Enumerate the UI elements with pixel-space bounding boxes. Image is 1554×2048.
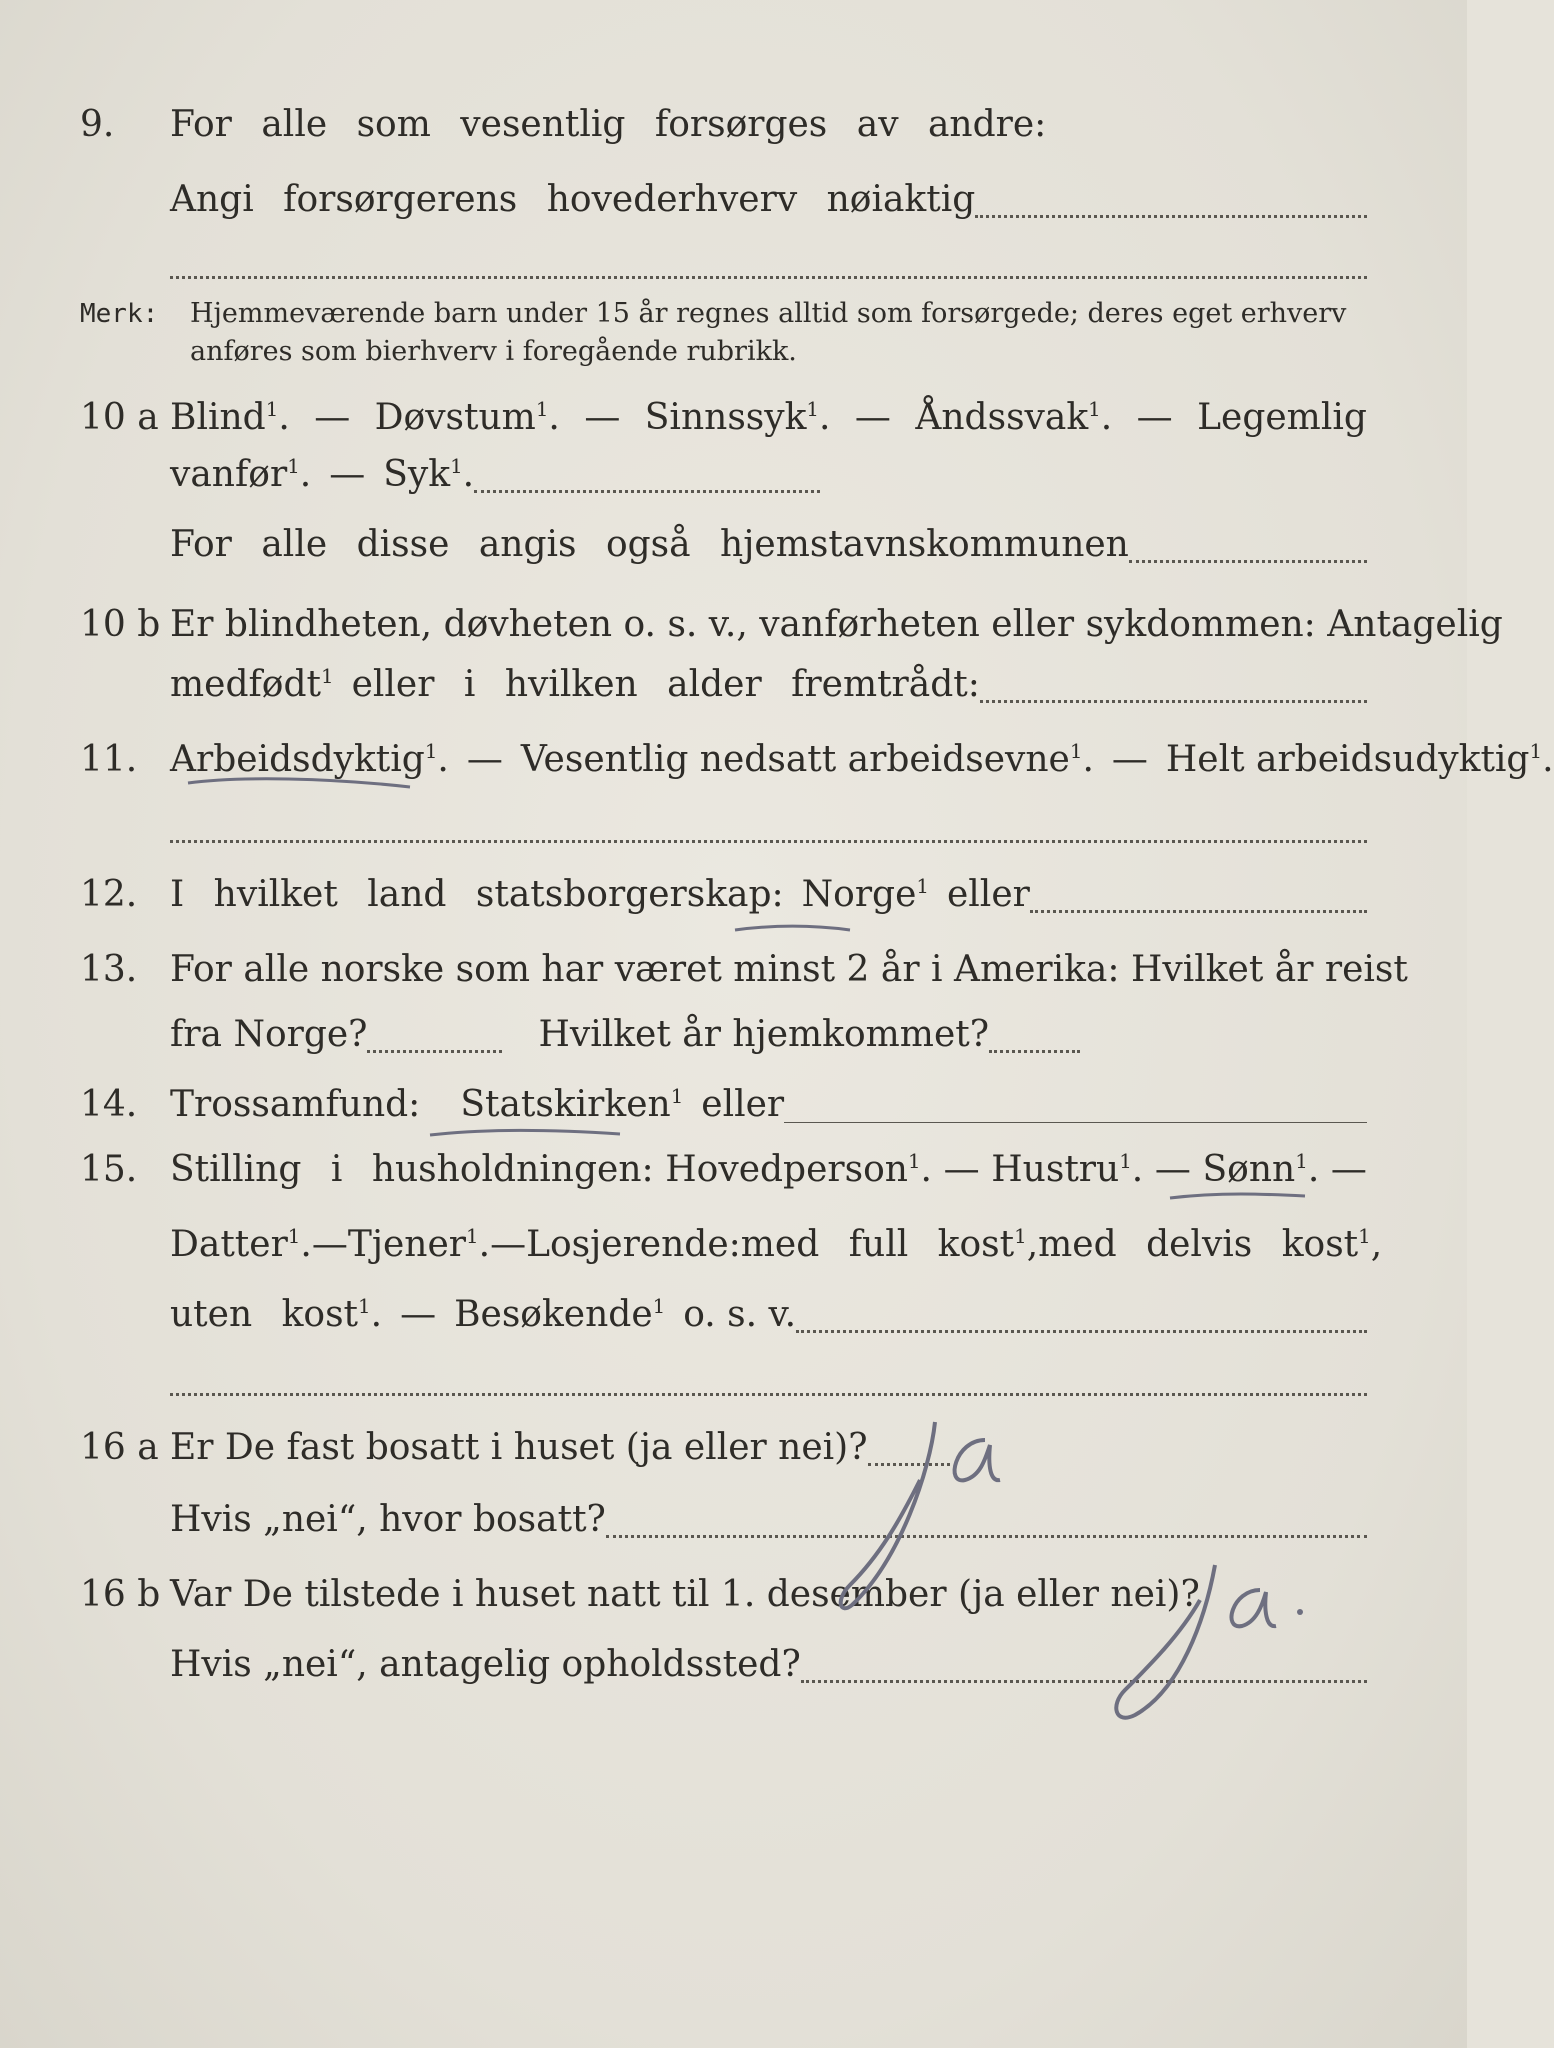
dash: —	[311, 1224, 348, 1265]
opt-arbeidsdyktig[interactable]: Arbeidsdyktig$^1$.	[170, 739, 449, 780]
q13-number: 13.	[80, 949, 138, 990]
q14-number: 14.	[80, 1084, 138, 1125]
handwritten-ja-16a-a	[955, 1440, 1000, 1480]
q16b-line1: Var De tilstede i huset natt til 1. desember (ja eller nei)?	[170, 1574, 1200, 1615]
opt-norge[interactable]: Norge$^1$	[801, 874, 929, 915]
opt-syk[interactable]: Syk$^1$.	[383, 454, 475, 495]
q10a-line3: For alle disse angis også hjemstavnskommunen	[170, 524, 1129, 565]
opt-hustru[interactable]: Hustru$^1$.	[991, 1149, 1144, 1190]
q13-line1: For alle norske som har været minst 2 år i Amerika: Hvilket år reist	[170, 949, 1408, 990]
dash: —	[854, 397, 891, 438]
opt-udyktig[interactable]: Helt arbeidsudyktig$^1$.	[1165, 739, 1554, 780]
dash: —	[1330, 1149, 1367, 1190]
opt-besokende[interactable]: Besøkende$^1$	[454, 1294, 666, 1335]
q10b-line2: eller i hvilken alder fremtrådt:	[351, 664, 980, 705]
dash: —	[943, 1149, 980, 1190]
q16a-number: 16 a	[80, 1427, 159, 1468]
dash: —	[329, 454, 366, 495]
opt-vanfor[interactable]: vanfør$^1$.	[170, 454, 312, 495]
opt-dovstum[interactable]: Døvstum$^1$.	[374, 397, 560, 438]
handwritten-ja-16a	[841, 1422, 935, 1608]
opt-sonn[interactable]: Sønn$^1$.	[1202, 1149, 1320, 1190]
dash: —	[490, 1224, 527, 1265]
q9-number: 9.	[80, 104, 115, 145]
dash: —	[400, 1294, 437, 1335]
q15-number: 15.	[80, 1149, 138, 1190]
opt-uten-kost[interactable]: uten kost$^1$.	[170, 1294, 383, 1335]
q16b-number: 16 b	[80, 1574, 161, 1615]
q10b-line1: Er blindheten, døvheten o. s. v., vanførheten eller sykdommen: Antagelig	[170, 604, 1503, 645]
opt-hovedperson[interactable]: Hovedperson$^1$.	[665, 1149, 932, 1190]
q16b-line2: Hvis „nei“, antagelig opholdssted?	[170, 1644, 801, 1685]
opt-medfodt[interactable]: medfødt$^1$	[170, 664, 334, 705]
dash: —	[466, 739, 503, 780]
handwritten-ja-16b-a	[1232, 1590, 1276, 1626]
opt-datter[interactable]: Datter$^1$.	[170, 1224, 312, 1265]
opt-blind[interactable]: Blind$^1$.	[170, 397, 290, 438]
merk-line2: anføres som bierhverv i foregående rubrikk.	[190, 336, 797, 367]
underline-arbeidsdyktig	[188, 779, 410, 787]
opt-sinnssyk[interactable]: Sinnssyk$^1$.	[644, 397, 831, 438]
underline-statskirken	[430, 1130, 620, 1135]
dash: —	[1136, 397, 1173, 438]
handwritten-period	[1297, 1609, 1303, 1615]
merk-line1: Hjemmeværende barn under 15 år regnes alltid som forsørgede; deres eget erhverv	[190, 298, 1347, 329]
underline-norge	[735, 926, 850, 930]
q15-losjerende: Losjerende:	[526, 1224, 741, 1265]
opt-tjener[interactable]: Tjener$^1$.	[347, 1224, 491, 1265]
dash: —	[1154, 1149, 1191, 1190]
q12-number: 12.	[80, 874, 138, 915]
q12-eller: eller	[946, 874, 1030, 915]
dash: —	[1111, 739, 1148, 780]
dash: —	[584, 397, 621, 438]
q12-text: I hvilket land statsborgerskap:	[170, 874, 784, 915]
q13-part2: Hvilket år hjemkommet?	[538, 1014, 990, 1055]
q10b-number: 10 b	[80, 604, 161, 645]
dash: —	[314, 397, 351, 438]
q9-line1: For alle som vesentlig forsørges av andre:	[170, 104, 1047, 145]
q14-text: Trossamfund:	[170, 1084, 421, 1125]
opt-andssvak[interactable]: Åndssvak$^1$.	[915, 397, 1113, 438]
q15-text: Stilling i husholdningen:	[170, 1149, 654, 1190]
q16a-line1: Er De fast bosatt i huset (ja eller nei)?	[170, 1427, 868, 1468]
opt-delvis-kost[interactable]: med delvis kost$^1$,	[1038, 1224, 1383, 1265]
opt-nedsatt[interactable]: Vesentlig nedsatt arbeidsevne$^1$.	[520, 739, 1094, 780]
q9-line2: Angi forsørgerens hovederhverv nøiaktig	[170, 179, 976, 220]
opt-statskirken[interactable]: Statskirken$^1$	[460, 1084, 684, 1125]
underline-sonn	[1170, 1194, 1305, 1198]
q16a-line2: Hvis „nei“, hvor bosatt?	[170, 1499, 606, 1540]
merk-label: Merk:	[80, 299, 159, 329]
handwritten-ja-16b	[1116, 1565, 1215, 1718]
opt-legemlig[interactable]: Legemlig	[1197, 397, 1367, 438]
q15-osv: o. s. v.	[683, 1294, 797, 1335]
q14-eller: eller	[701, 1084, 785, 1125]
q13-part1: fra Norge?	[170, 1014, 368, 1055]
q10a-number: 10 a	[80, 397, 159, 438]
opt-full-kost[interactable]: med full kost$^1$,	[740, 1224, 1039, 1265]
q11-number: 11.	[80, 739, 138, 780]
